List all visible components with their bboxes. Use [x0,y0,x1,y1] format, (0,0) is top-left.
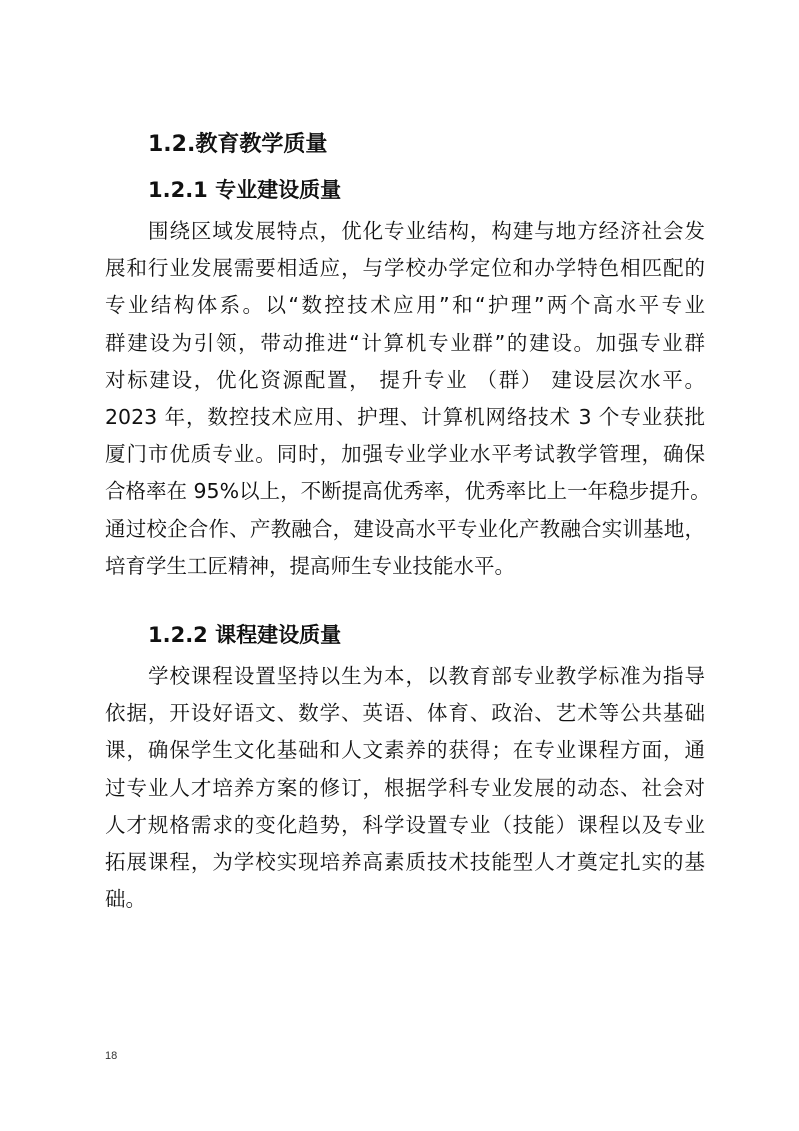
paragraph-line: 专业结构体系。以“数控技术应用”和“护理”两个高水平专业 [105,293,705,318]
paragraph-line: 对标建设，优化资源配置， 提升专业 （群） 建设层次水平。 [105,367,705,392]
subsection-title-1-2-2: 1.2.2 课程建设质量 [148,623,342,647]
paragraph-line: 培育学生工匠精神，提高师生专业技能水平。 [105,553,515,578]
paragraph-line: 围绕区域发展特点，优化专业结构，构建与地方经济社会发 [148,219,705,243]
paragraph-line: 拓展课程，为学校实现培养高素质技术技能型人才奠定扎实的基 [105,849,705,874]
subsection-title-1-2-1: 1.2.1 专业建设质量 [148,178,342,202]
paragraph-line: 过专业人才培养方案的修订，根据学科专业发展的动态、社会对 [105,775,705,800]
paragraph-line: 依据，开设好语文、数学、英语、体育、政治、艺术等公共基础 [105,701,705,726]
paragraph-line: 学校课程设置坚持以生为本，以教育部专业教学标准为指导 [148,664,705,688]
paragraph-line: 合格率在 95%以上，不断提高优秀率，优秀率比上一年稳步提升。 [105,479,711,504]
section-title: 1.2.教育教学质量 [148,132,328,157]
paragraph-line: 课，确保学生文化基础和人文素养的获得；在专业课程方面，通 [105,738,705,763]
paragraph-specialty-construction [105,213,711,585]
paragraph-line: 础。 [105,887,146,912]
paragraph-line: 2023 年，数控技术应用、护理、计算机网络技术 3 个专业获批 [105,404,705,429]
paragraph-line: 人才规格需求的变化趋势，科学设置专业（技能）课程以及专业 [105,812,705,837]
paragraph-line: 厦门市优质专业。同时，加强专业学业水平考试教学管理，确保 [105,442,705,467]
paragraph-line: 群建设为引领，带动推进“计算机专业群”的建设。加强专业群 [105,330,705,355]
paragraph-line: 展和行业发展需要相适应，与学校办学定位和办学特色相匹配的 [105,256,705,281]
page-number: 18 [105,1050,118,1062]
paragraph-line: 通过校企合作、产教融合，建设高水平专业化产教融合实训基地， [105,516,705,541]
paragraph-course-construction [105,658,705,918]
